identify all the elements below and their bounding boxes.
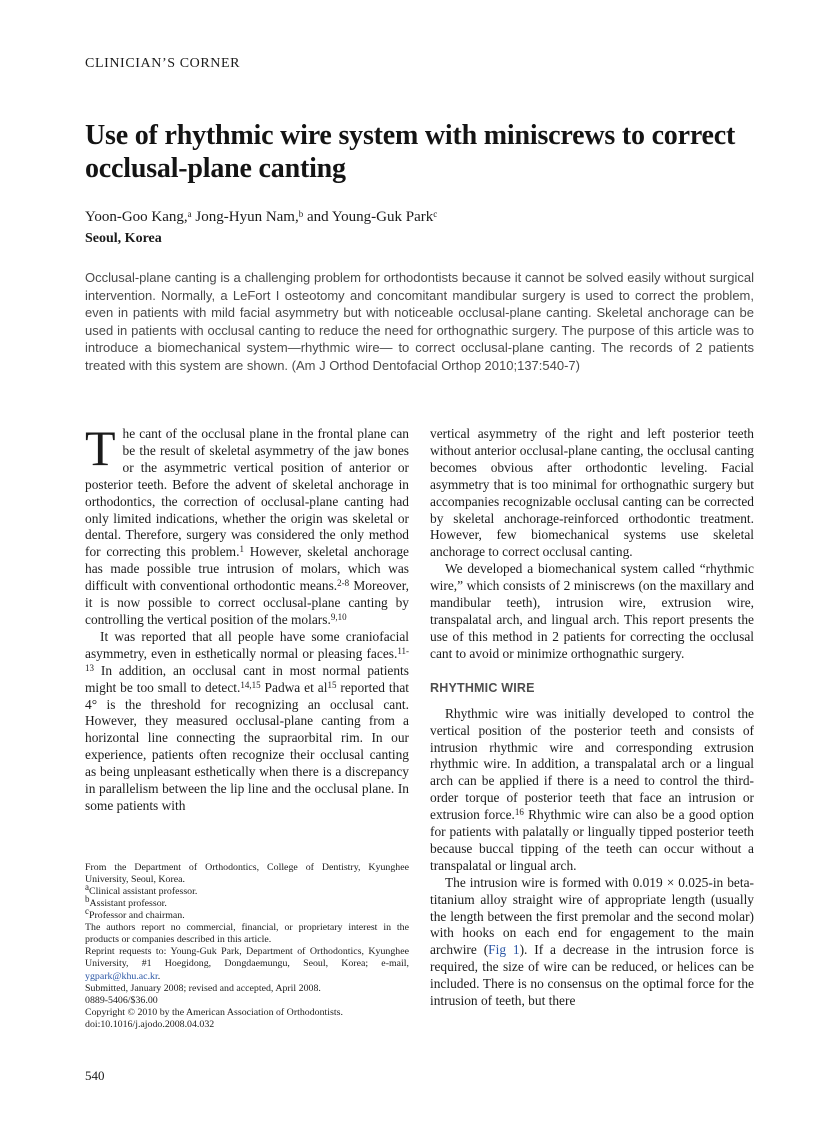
affiliation: Seoul, Korea xyxy=(85,231,162,246)
section-kicker: CLINICIAN’S CORNER xyxy=(85,56,241,71)
paragraph: We developed a biomechanical system called “rhythmic wire,” which consists of 2 miniscrews (on the maxillary and mandibular teeth), intrusion wire, extrusion wire, transpalatal arch, and lingual arch. This report presents the use of this method in 2 patients for correcting the occlusal cant to avoid or minimize orthognathic surgery. xyxy=(430,561,754,661)
paragraph-text: he cant of the occlusal plane in the frontal plane can be the result of skeletal asymmetry of the jaw bones or the asymmetric vertical position of anterior or posterior teeth. Before the advent of skeletal anchorage in orthodontics, the correction of occlusal-plane canting had only limited indications, whether the origin was skeletal or dental. Therefore, surgery was considered the only method for correcting this problem.$^1$ However, skeletal anchorage has made possible true intrusion of molars, which was difficult with conventional orthodontic means.$^{2-8}$ Moreover, it is now possible to correct occlusal-plane canting by controlling the vertical position of the molars.$^{9,10}$ xyxy=(85,426,409,627)
reference-superscript: 2-8 xyxy=(337,578,350,589)
footnote-doi: doi:10.1016/j.ajodo.2008.04.032 xyxy=(85,1018,215,1030)
right-column xyxy=(430,426,754,1031)
reference-superscript: 14,15 xyxy=(240,679,261,690)
footnote-affiliation: From the Department of Orthodontics, College of Dentistry, Kyunghee University, Seoul, Korea. xyxy=(85,861,409,885)
footnote-author-b: $^b$Assistant professor. xyxy=(85,893,167,909)
inline-link[interactable]: ygpark@khu.ac.kr xyxy=(85,970,158,982)
page-number: 540 xyxy=(85,1068,105,1083)
footnote-submission-dates: Submitted, January 2008; revised and accepted, April 2008. xyxy=(85,982,321,994)
reference-superscript: 11-13 xyxy=(85,645,409,673)
reference-superscript: 9,10 xyxy=(330,611,347,622)
reference-superscript: c xyxy=(85,906,89,917)
footnote-disclosure: The authors report no commercial, financial, or proprietary interest in the products or companies described in this article. xyxy=(85,922,409,946)
drop-cap: T xyxy=(85,420,116,476)
reference-superscript: a xyxy=(85,881,89,892)
article-title: Use of rhythmic wire system with miniscrews to correct occlusal-plane canting xyxy=(85,120,736,184)
reference-superscript: c xyxy=(433,209,438,219)
footnote-author-c: $^c$Professor and chairman. xyxy=(85,906,185,922)
left-column xyxy=(85,420,409,1031)
opening-paragraph xyxy=(85,420,409,629)
footnote-reprint-requests: Reprint requests to: Young-Guk Park, Department of Orthodontics, Kyunghee University, #1 Hoegidong, Dongdaemungu, Seoul, Korea; e-mail, ygpark@khu.ac.kr. xyxy=(85,946,409,982)
reference-superscript: a xyxy=(187,209,192,219)
paragraph: Rhythmic wire was initially developed to control the vertical position of the posterior teeth and consists of intrusion rhythmic wire and corresponding extrusion rhythmic wire. In addition, a transpalatal arch or a lingual arch can be applied if there is a need to control the third-order torque of posterior teeth that face an intrusion or extrusion force.$^{16}$ Rhythmic wire can also be a good option for patients with palatally or lingually tipped posterior teeth because buccal tipping of the teeth can occur without a transpalatal or lingual arch. xyxy=(430,705,754,873)
reference-superscript: b xyxy=(298,209,304,219)
reference-superscript: b xyxy=(85,893,90,904)
footnote-block xyxy=(85,848,409,1031)
paragraph: It was reported that all people have some craniofacial asymmetry, even in esthetically normal or pleasing faces.$^{11-13}$ In addition, an occlusal cant in most normal patients might be too small to detect.$^{14,15}$ Padwa et $al^{15}$ reported that 4° is the threshold for recognizing an occlusal cant. However, they measured occlusal-plane canting from a horizontal line connecting the supraorbital rim. In our experience, patients often recognize their occlusal canting as being unpleasant esthetically when there is a discrepancy in parallelism between the lip line and the occlusal plane. In some patients with xyxy=(85,628,409,813)
abstract: Occlusal-plane canting is a challenging problem for orthodontists because it cannot be solved easily without surgical intervention. Normally, a LeFort I osteotomy and concomitant mandibular surgery is used to correct the problem, even in patients with mild facial asymmetry but with noticeable occlusal-plane canting. Skeletal anchorage can be used in patients with occlusal canting to reduce the need for orthognathic surgery. The purpose of this article was to introduce a biomechanical system—rhythmic wire— to correct occlusal-plane canting. The records of 2 patients treated with this system are shown. (Am J Orthod Dentofacial Orthop 2010;137:540-7) xyxy=(85,270,754,373)
reference-superscript: 16 xyxy=(514,807,524,818)
footnote-copyright: Copyright © 2010 by the American Association of Orthodontists. xyxy=(85,1006,343,1018)
paragraph: The intrusion wire is formed with 0.019 × 0.025-in beta-titanium alloy straight wire of appropriate length (usually the length between the first premolar and the second molar) with hooks on each end for engagement to the main archwire (Fig 1). If a decrease in the intrusion force is required, the size of wire can be reduced, or helices can be included. There is no consensus on the optimal force for the intrusion of teeth, but there xyxy=(430,874,754,1009)
inline-link[interactable]: Fig 1 xyxy=(488,942,520,958)
two-column-body xyxy=(85,420,754,1031)
author-line: Yoon-Goo Kang,$^a$ Jong-Hyun Nam,$^b$ and Young-Guk Park$^c$ xyxy=(85,209,438,225)
reference-superscript: 15 xyxy=(327,679,337,690)
reference-superscript: 1 xyxy=(239,544,244,555)
footnote-author-a: $^a$Clinical assistant professor. xyxy=(85,881,198,897)
paragraph: vertical asymmetry of the right and left posterior teeth without anterior occlusal-plane canting, the occlusal canting becomes obvious after orthodontic leveling. Facial asymmetry that is too minimal for orthognathic surgery but accompanies recognizable occlusal canting can be corrected by skeletal anchorage-reinforced orthodontic treatment. However, few biomechanical systems use skeletal anchorage to correct occlusal canting. xyxy=(430,426,754,560)
footnote-issn-price: 0889-5406/$36.00 xyxy=(85,994,158,1006)
section-heading-rhythmic-wire: RHYTHMIC WIRE xyxy=(430,680,535,695)
